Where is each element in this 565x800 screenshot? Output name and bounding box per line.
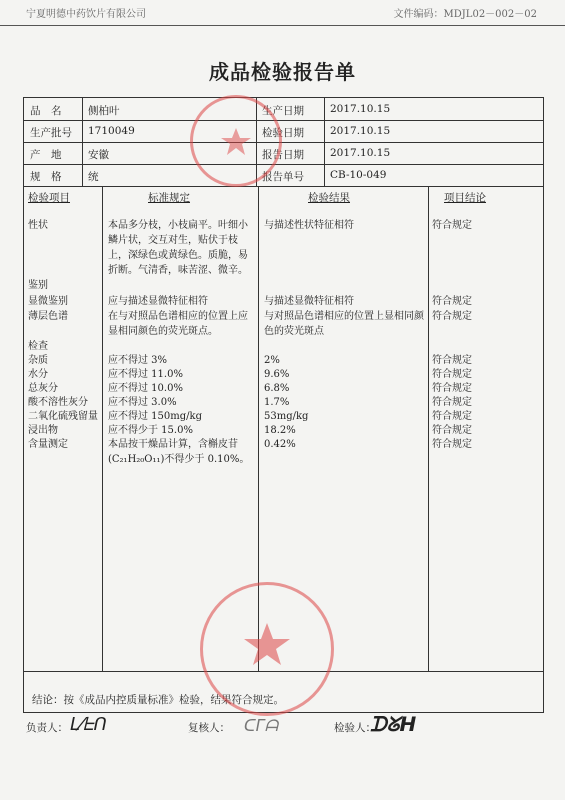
row-conclusion: 符合规定 — [432, 383, 472, 394]
info-label: 生产日期 — [262, 105, 304, 117]
reviewer-label: 复核人： — [188, 722, 230, 734]
row-conclusion: 符合规定 — [432, 439, 472, 450]
document-header — [0, 3, 565, 26]
row-item: 性状 — [28, 220, 48, 231]
signature-footer — [0, 714, 565, 754]
info-label: 报告单号 — [262, 171, 304, 183]
row-standard: 本品多分枝，小枝扁平。叶细小鳞片状，交互对生，贴伏于枝上，深绿色或黄绿色。质脆，易折断。气清香，味苦涩、微辛。 — [108, 220, 248, 276]
info-row — [24, 164, 543, 187]
row-conclusion: 符合规定 — [432, 296, 472, 307]
info-value: 1710049 — [88, 125, 135, 137]
quality-seal-top — [190, 95, 282, 187]
row-result: 9.6% — [264, 369, 290, 380]
row-conclusion: 符合规定 — [432, 355, 472, 366]
row-item: 杂质 — [28, 355, 48, 366]
row-conclusion: 符合规定 — [432, 425, 472, 436]
row-standard: 应不得过 10.0% — [108, 383, 183, 394]
row-conclusion: 符合规定 — [432, 397, 472, 408]
row-item: 含量测定 — [28, 439, 68, 450]
info-label: 规 格 — [30, 171, 62, 183]
divider — [82, 98, 83, 186]
quality-seal — [200, 582, 334, 716]
row-item: 浸出物 — [28, 425, 58, 436]
divider — [324, 98, 325, 186]
info-value: 2017.10.15 — [330, 147, 391, 159]
row-standard: 应不得过 3% — [108, 355, 168, 366]
info-label: 生产批号 — [30, 127, 72, 139]
row-standard: 在与对照品色谱相应的位置上应显相同颜色的荧光斑点。 — [108, 311, 248, 337]
row-item: 显微鉴别 — [28, 296, 68, 307]
document-code: 文件编码：MDJL02－002－02 — [393, 9, 537, 20]
company-name: 宁夏明德中药饮片有限公司 — [26, 9, 146, 20]
info-label: 产 地 — [30, 149, 62, 161]
row-result: 与描述显微特征相符 — [264, 296, 354, 307]
info-value: 2017.10.15 — [330, 125, 391, 137]
column-header: 检验项目 — [28, 192, 70, 204]
row-result: 6.8% — [264, 383, 290, 394]
page-title: 成品检验报告单 — [209, 60, 356, 84]
info-value: 统 — [88, 171, 99, 183]
row-result: 与对照品色谱相应的位置上显相同颜色的荧光斑点 — [264, 311, 424, 337]
row-standard: 应不得少于 15.0% — [108, 425, 193, 436]
row-standard: 应不得过 3.0% — [108, 397, 177, 408]
column-header: 项目结论 — [444, 192, 486, 204]
inspector-label: 检验人： — [334, 722, 376, 734]
row-conclusion: 符合规定 — [432, 311, 472, 322]
row-item: 总灰分 — [28, 383, 58, 394]
conclusion-text: 结论：按《成品内控质量标准》检验，结果符合规定。 — [32, 694, 284, 706]
row-standard: 应不得过 150mg/kg — [108, 411, 202, 422]
row-conclusion: 符合规定 — [432, 369, 472, 380]
info-value: 安徽 — [88, 149, 109, 161]
info-value: CB-10-049 — [330, 169, 387, 181]
row-item: 鉴别 — [28, 280, 48, 291]
row-result: 2% — [264, 355, 280, 366]
star-icon — [193, 98, 279, 184]
row-conclusion: 符合规定 — [432, 411, 472, 422]
row-item: 水分 — [28, 369, 48, 380]
info-value: 侧柏叶 — [88, 105, 120, 117]
reviewer-signature: ᑕᒥᗩ — [244, 716, 278, 735]
info-row — [24, 142, 543, 165]
row-result: 18.2% — [264, 425, 296, 436]
leader-signature: ᒪ⁄ᖶᑎ — [70, 714, 107, 735]
row-item: 检查 — [28, 341, 48, 352]
info-label: 报告日期 — [262, 149, 304, 161]
row-standard: 应不得过 11.0% — [108, 369, 183, 380]
row-result: 0.42% — [264, 439, 296, 450]
info-label: 检验日期 — [262, 127, 304, 139]
row-conclusion: 符合规定 — [432, 220, 472, 231]
star-icon — [203, 585, 331, 713]
leader-label: 负责人： — [26, 722, 68, 734]
row-result: 与描述性状特征相符 — [264, 220, 354, 231]
info-row — [24, 98, 543, 121]
row-standard: 本品按干燥品计算，含槲皮苷(C₂₁H₂₀O₁₁)不得少于 0.10%。 — [108, 439, 250, 465]
column-header: 检验结果 — [308, 192, 350, 204]
row-result: 53mg/kg — [264, 411, 309, 422]
info-row — [24, 120, 543, 143]
info-label: 品 名 — [30, 105, 62, 117]
row-item: 二氧化硫残留量 — [28, 411, 98, 422]
row-item: 薄层色谱 — [28, 311, 68, 322]
row-item: 酸不溶性灰分 — [28, 397, 88, 408]
row-standard: 应与描述显微特征相符 — [108, 296, 208, 307]
inspector-signature: ᗪᘜᕼ — [370, 712, 417, 736]
info-value: 2017.10.15 — [330, 103, 391, 115]
divider — [102, 186, 103, 671]
divider — [428, 186, 429, 671]
column-header: 标准规定 — [148, 192, 190, 204]
row-result: 1.7% — [264, 397, 290, 408]
